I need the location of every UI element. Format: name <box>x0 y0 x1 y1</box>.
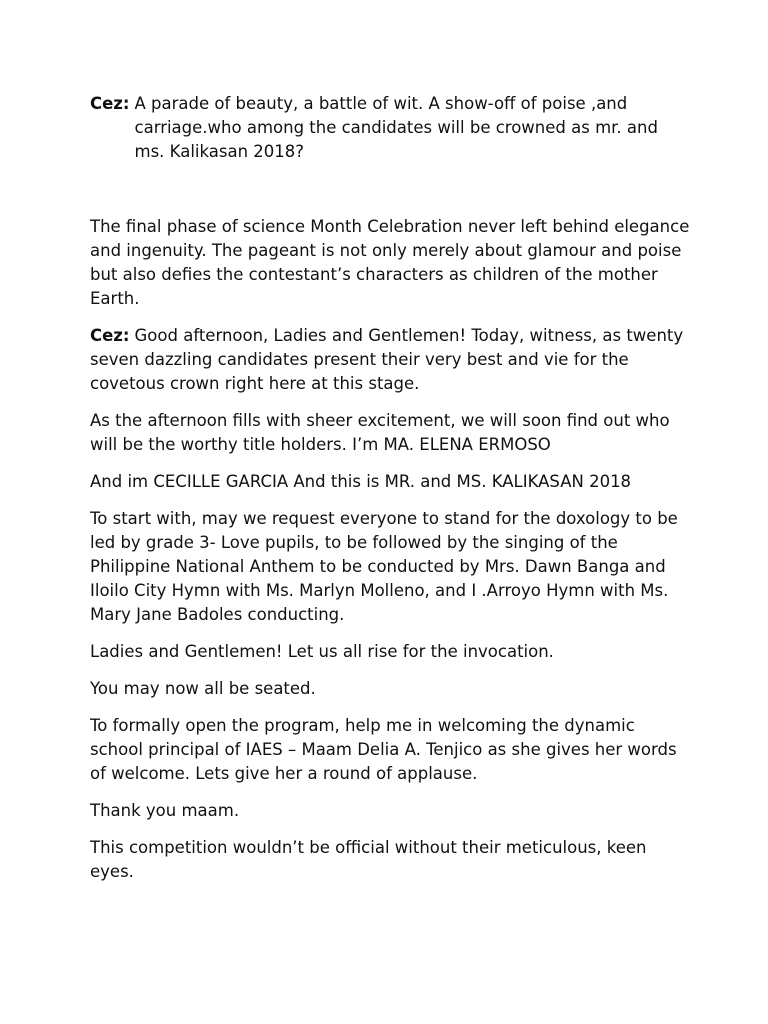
paragraph-invocation: Ladies and Gentlemen! Let us all rise for the invocation. <box>90 642 554 661</box>
paragraph-opening-remarks: To formally open the program, help me in welcoming the dynamic school principal of IAES – Maam Delia A. Tenjico as she gives her words of welcome. Lets give her a round of applause. <box>90 716 677 783</box>
paragraph-judges: This competition wouldn’t be official without their meticulous, keen eyes. <box>90 838 647 881</box>
paragraph-host-intro: As the afternoon fills with sheer excitement, we will soon find out who will be the worthy title holders. I’m MA. ELENA ERMOSO <box>90 411 670 454</box>
opening-line <box>90 92 690 164</box>
document-page <box>90 92 690 897</box>
greeting-text: Good afternoon, Ladies and Gentlemen! Today, witness, as twenty seven dazzling candidates present their very best and vie for the covetous crown right here at this stage. <box>90 326 684 393</box>
paragraph-cohost-intro: And im CECILLE GARCIA And this is MR. and MS. KALIKASAN 2018 <box>90 472 632 491</box>
paragraph-doxology: To start with, may we request everyone to stand for the doxology to be led by grade 3- Love pupils, to be followed by the singing of the Philippine National Anthem to be conducted by Mrs. Dawn Banga and Iloilo City Hymn with Ms. Marlyn Molleno, and I .Arroyo Hymn with Ms. Mary Jane Badoles conducting. <box>90 509 678 624</box>
paragraph-intro: The final phase of science Month Celebration never left behind elegance and ingenuity. The pageant is not only merely about glamour and poise but also defies the contestant’s characters as children of the mother Earth. <box>90 217 690 308</box>
paragraph-greeting <box>90 324 690 396</box>
paragraph-seated: You may now all be seated. <box>90 679 316 698</box>
paragraph-thanks: Thank you maam. <box>90 801 240 820</box>
spacer <box>90 177 690 215</box>
speaker-label: Cez: <box>90 326 130 345</box>
opening-text: A parade of beauty, a battle of wit. A show-off of poise ,and carriage.who among the candidates will be crowned as mr. and ms. Kalikasan 2018? <box>134 94 658 161</box>
speaker-label: Cez: <box>90 94 130 113</box>
